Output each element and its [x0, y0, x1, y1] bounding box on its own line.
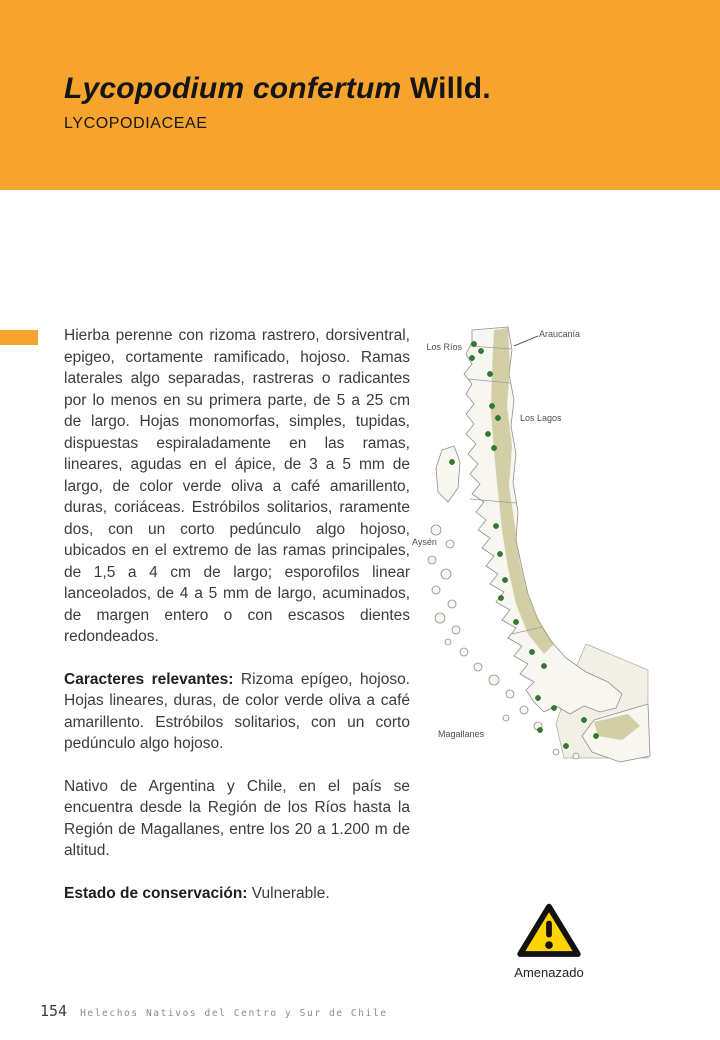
species-name: Lycopodium confertum [64, 72, 402, 105]
estado-paragraph [64, 883, 410, 905]
caracteres-text: Rizoma epígeo, hojoso. Hojas lineares, duras, de color verde oliva a café amarillento. Estróbilos solitarios, con un corto pedúnculo algo hojoso. [64, 670, 410, 752]
family-name: LYCOPODIACEAE [64, 115, 208, 132]
araucania-leader-line [514, 336, 538, 346]
map-label-magallanes: Magallanes [438, 729, 485, 739]
status-label: Amenazado [514, 965, 584, 980]
species-author: Willd. [401, 72, 491, 105]
page-title [64, 72, 680, 106]
estado-label: Estado de conservación: [64, 884, 248, 902]
description-text: Hierba perenne con rizoma rastrero, dorsiventral, epigeo, cortamente ramificado, hojoso. Ramas laterales algo separadas, rastreras o radicantes por lo menos en su primera parte, de 5 a 25 cm de largo. Hojas monomorfas, simples, tupidas, dispuestas espiraladamente en las ramas, lineares, agudas en el ápice, de 3 a 5 mm de largo, de color verde oliva a café amarillento, duras, coriáceas. Estróbilos solitarios, raramente dos, con un corto pedúnculo algo hojoso, ubicados en el extremo de las ramas principales, de 1,5 a 4 cm de largo; esporofilos linear lanceolados, de 4 a 5 mm de largo, acuminados, de margen entero o con escasos dientes redondeados. [64, 327, 410, 645]
description-column [64, 325, 410, 925]
map-label-araucania: Araucanía [539, 329, 581, 339]
warning-triangle-icon [517, 902, 581, 960]
footer [40, 1002, 388, 1020]
conservation-status-sign [504, 902, 594, 980]
caracteres-label: Caracteres relevantes: [64, 670, 234, 688]
map-label-los-rios: Los Ríos [426, 342, 462, 352]
accent-tab [0, 330, 38, 345]
distribution-map [408, 322, 658, 770]
distribution-paragraph [64, 776, 410, 862]
estado-text: Vulnerable. [247, 884, 330, 902]
page-number: 154 [40, 1002, 68, 1020]
description-paragraph [64, 325, 410, 648]
map-label-aysen: Aysén [412, 537, 437, 547]
map-label-los-lagos: Los Lagos [520, 413, 562, 423]
map-highland-shading [491, 328, 554, 654]
book-title: Helechos Nativos del Centro y Sur de Chile [80, 1008, 388, 1019]
header-band [0, 0, 720, 190]
map-chiloe-island [436, 446, 460, 502]
caracteres-paragraph [64, 669, 410, 755]
distribution-text: Nativo de Argentina y Chile, en el país se encuentra desde la Región de los Ríos hasta la Región de Magallanes, entre los 20 a 1.200 m de altitud. [64, 777, 410, 859]
